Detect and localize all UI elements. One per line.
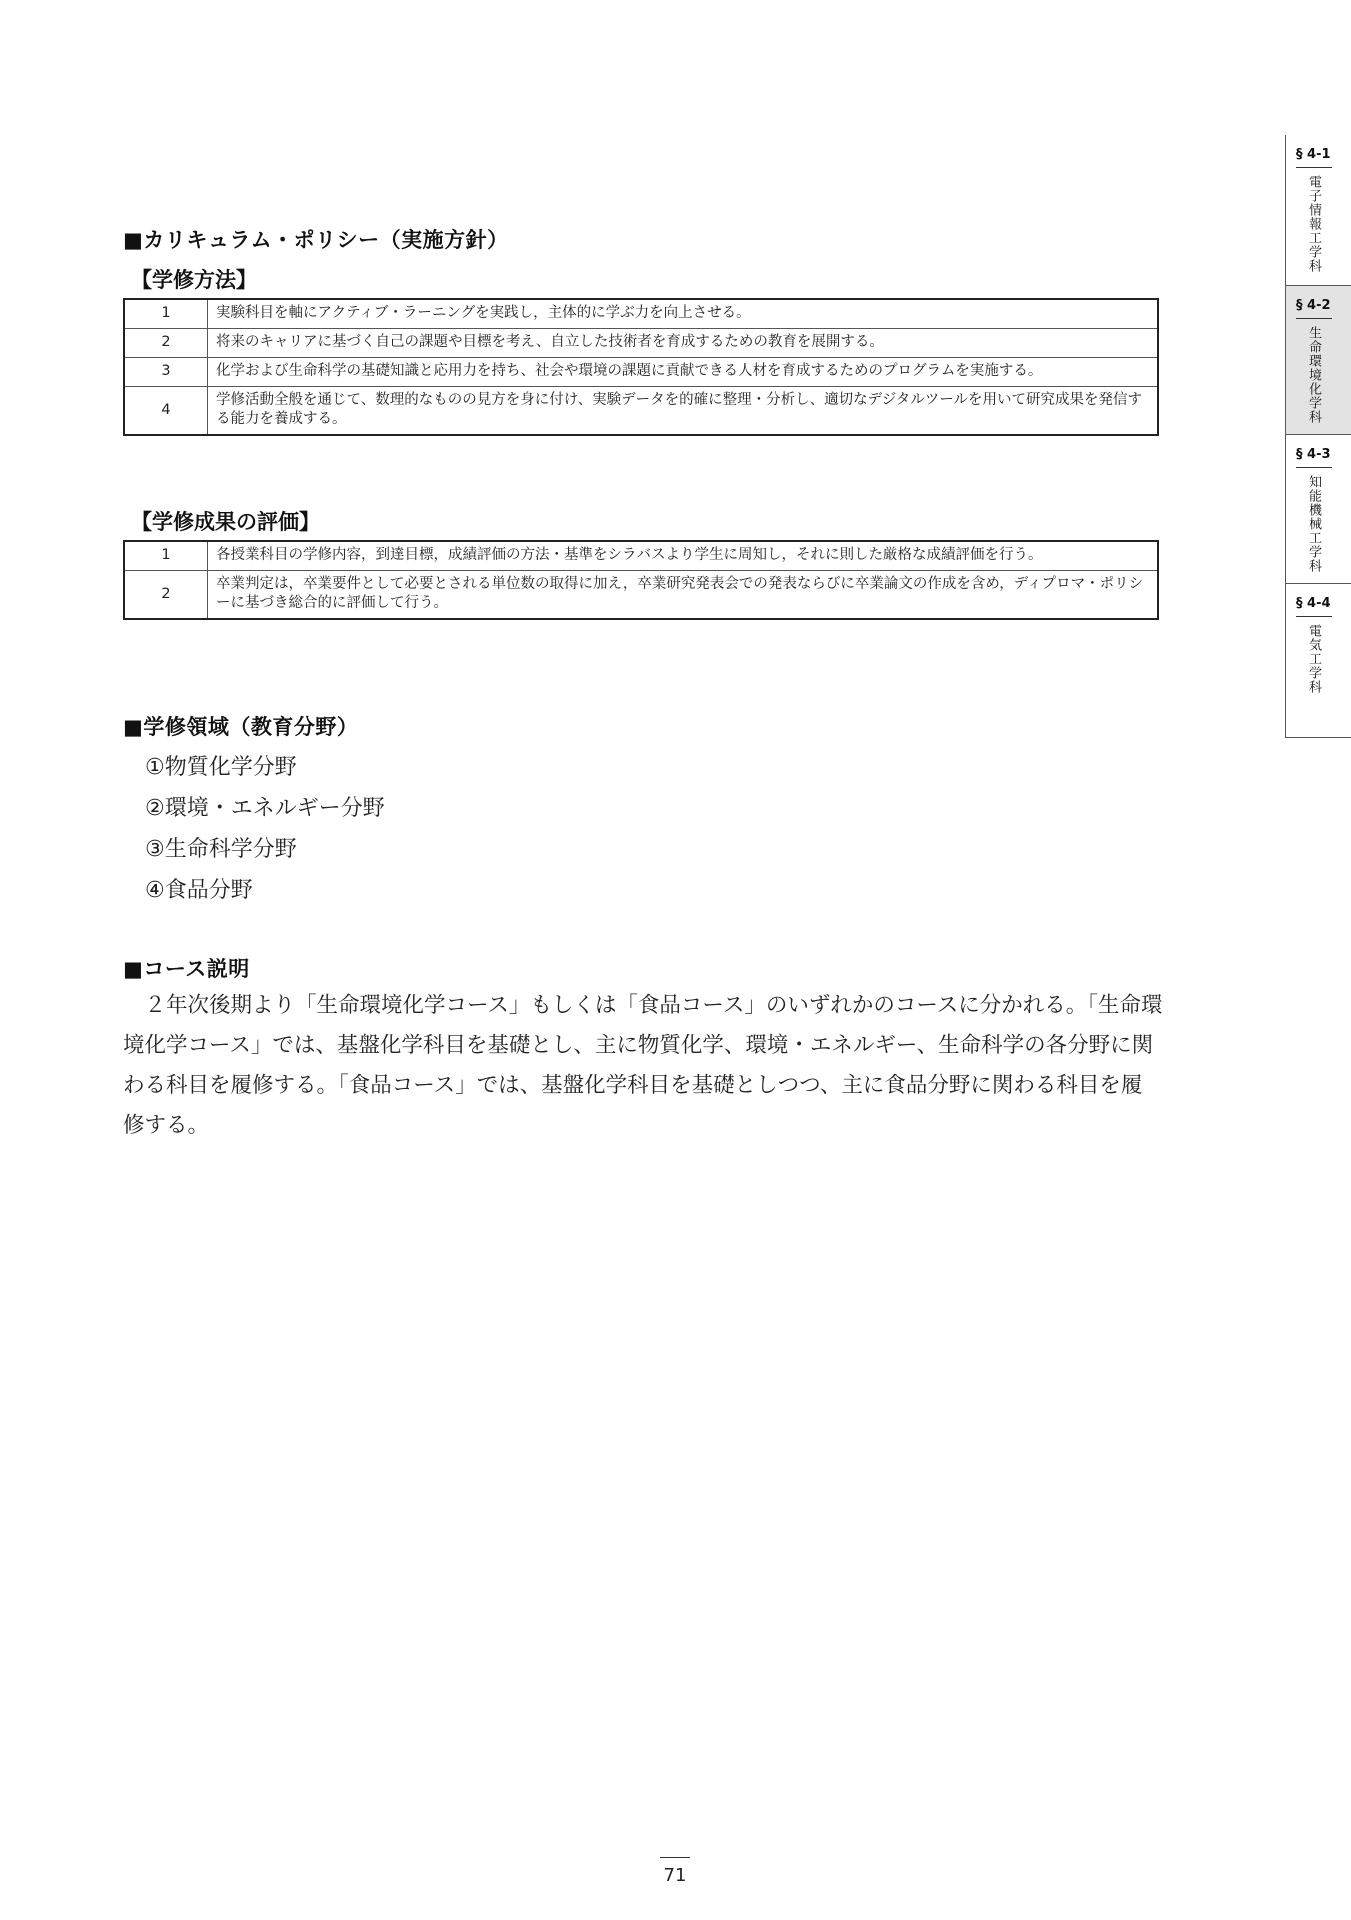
- divider: [1296, 167, 1332, 168]
- tab-name: 電子情報工学科: [1306, 175, 1321, 273]
- tab-section-4-1[interactable]: [1286, 135, 1351, 285]
- learning-fields-list: [145, 747, 385, 911]
- row-number: 2: [124, 328, 208, 357]
- tab-name: 知能機械工学科: [1306, 475, 1321, 573]
- row-text: 学修活動全般を通じて、数理的なものの見方を身に付け、実験データを的確に整理・分析し、適切なデジタルツールを用いて研究成果を発信する能力を養成する。: [208, 386, 1159, 435]
- learning-fields-heading: ■学修領域（教育分野）: [123, 715, 359, 739]
- divider: [1296, 467, 1332, 468]
- course-paragraph: ２年次後期より「生命環境化学コース」もしくは「食品コース」のいずれかのコースに分かれる。「生命環境化学コース」では、基盤化学科目を基礎とし、主に物質化学、環境・エネルギー、生命科学の各分野に関わる科目を履修する。「食品コース」では、基盤化学科目を基礎としつつ、主に食品分野に関わる科目を履修する。: [123, 993, 1163, 1138]
- tab-section-4-4[interactable]: [1286, 584, 1351, 736]
- course-heading: ■コース説明: [123, 957, 250, 981]
- divider: [1296, 318, 1332, 319]
- list-item: ③生命科学分野: [145, 837, 297, 862]
- list-item: ④食品分野: [145, 878, 253, 903]
- page-number: 71: [663, 1865, 687, 1886]
- tab-code: § 4-1: [1296, 147, 1331, 162]
- list-item: ①物質化学分野: [145, 755, 297, 780]
- list-item: ②環境・エネルギー分野: [145, 796, 385, 821]
- row-number: 4: [124, 386, 208, 435]
- row-number: 2: [124, 570, 208, 619]
- row-text: 実験科目を軸にアクティブ・ラーニングを実践し，主体的に学ぶ力を向上させる。: [208, 299, 1159, 328]
- tab-code: § 4-3: [1296, 447, 1331, 462]
- tab-section-4-3[interactable]: [1286, 435, 1351, 583]
- table-row: [124, 570, 1158, 619]
- curriculum-policy-heading: ■カリキュラム・ポリシー（実施方針）: [123, 228, 509, 252]
- learning-methods-table: [123, 298, 1159, 436]
- row-number: 1: [124, 541, 208, 570]
- row-text: 卒業判定は，卒業要件として必要とされる単位数の取得に加え，卒業研究発表会での発表ならびに卒業論文の作成を含め，ディプロマ・ポリシーに基づき総合的に評価して行う。: [208, 570, 1159, 619]
- learning-methods-heading: 【学修方法】: [131, 268, 257, 292]
- section-side-tabs: [1285, 135, 1351, 738]
- tab-name: 生命環境化学科: [1306, 326, 1321, 424]
- table-row: [124, 357, 1158, 386]
- tab-code: § 4-4: [1296, 596, 1331, 611]
- evaluation-table: [123, 540, 1159, 620]
- tab-section-4-2[interactable]: [1286, 286, 1351, 434]
- row-text: 化学および生命科学の基礎知識と応用力を持ち、社会や環境の課題に貢献できる人材を育成するためのプログラムを実施する。: [208, 357, 1159, 386]
- divider: [1296, 616, 1332, 617]
- table-row: [124, 541, 1158, 570]
- row-text: 将来のキャリアに基づく自己の課題や目標を考え、自立した技術者を育成するための教育を展開する。: [208, 328, 1159, 357]
- tab-code: § 4-2: [1296, 298, 1331, 313]
- row-number: 3: [124, 357, 208, 386]
- table-row: [124, 299, 1158, 328]
- course-description: [123, 986, 1163, 1146]
- row-number: 1: [124, 299, 208, 328]
- page-number-rule: [660, 1857, 690, 1858]
- tab-name: 電気工学科: [1306, 624, 1321, 694]
- evaluation-heading: 【学修成果の評価】: [131, 510, 320, 534]
- table-row: [124, 386, 1158, 435]
- table-row: [124, 328, 1158, 357]
- row-text: 各授業科目の学修内容，到達目標，成績評価の方法・基準をシラバスより学生に周知し，それに則した厳格な成績評価を行う。: [208, 541, 1159, 570]
